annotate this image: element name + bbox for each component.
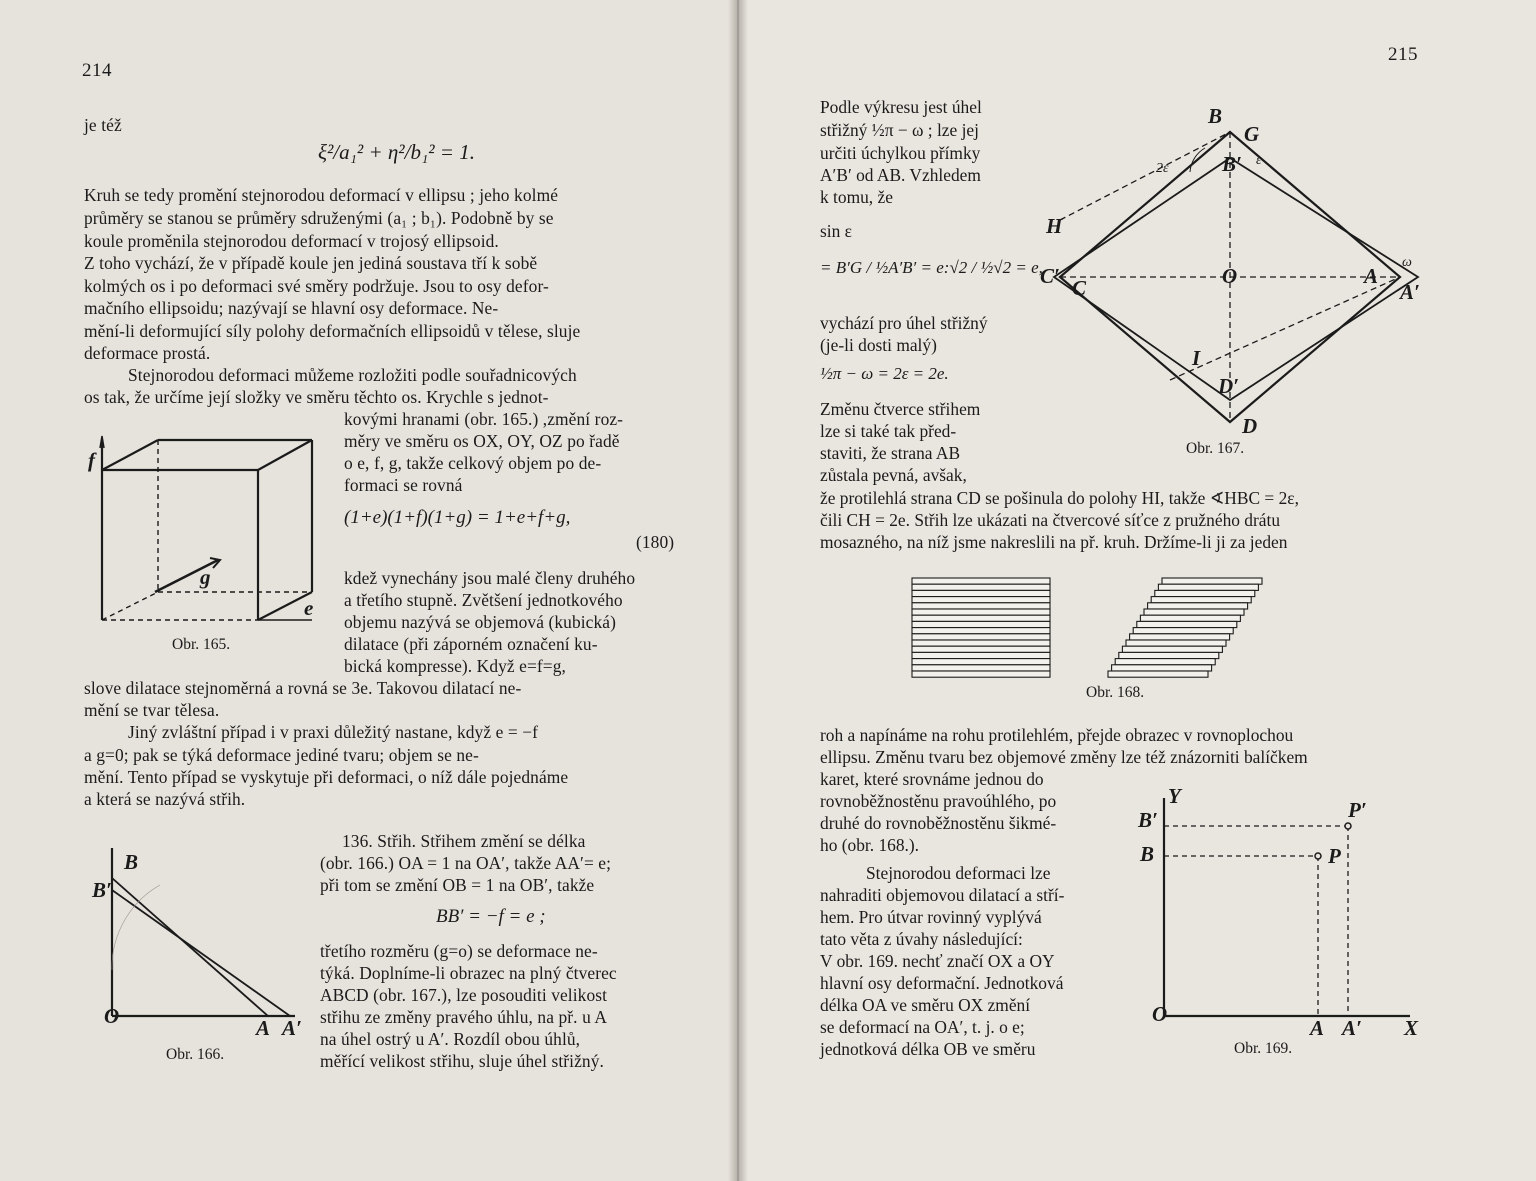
card <box>912 590 1050 596</box>
figure-caption: Obr. 169. <box>1234 1040 1293 1057</box>
text-line: při tom se změní OB = 1 na OB′, takže <box>320 875 595 895</box>
card <box>1158 584 1258 590</box>
card-deck-diagram <box>906 574 1226 684</box>
card <box>912 609 1050 615</box>
label-B: B <box>1208 104 1223 128</box>
label-f: f <box>88 448 95 472</box>
card <box>912 665 1050 671</box>
label-H: H <box>1046 214 1063 238</box>
text-line: jednotková délka OB ve směru <box>820 1039 1036 1059</box>
text-line: nahraditi objemovou dilatací a stří- <box>820 885 1065 905</box>
text-line: že protilehlá strana CD se pošinula do polohy HI, takže ∢HBC = 2ε, <box>820 488 1299 508</box>
card <box>1148 603 1248 609</box>
label-D-prime: D′ <box>1218 374 1240 398</box>
card <box>1112 665 1212 671</box>
text-line: třetího rozměru (g=o) se deformace ne- <box>320 941 598 961</box>
text-line: os tak, že určíme její složky ve směru těchto os. Krychle s jednot- <box>84 387 549 407</box>
label-D: D <box>1242 414 1258 438</box>
label-e: e <box>304 596 314 620</box>
card <box>1130 634 1230 640</box>
label-O: O <box>1152 1002 1168 1026</box>
text-line: kolmých os i po deformaci své směry podržuje. Jsou to osy defor- <box>84 276 549 296</box>
text-line: kdež vynechány jsou malé členy druhého <box>344 568 636 588</box>
text-line: lze si také tak před- <box>820 421 957 441</box>
label-2-epsilon: 2ε <box>1156 161 1169 176</box>
text-line: délka OA ve směru OX změní <box>820 995 1031 1015</box>
text-line: střihu ze změny pravého úhlu, na př. u A <box>320 1007 608 1027</box>
card <box>1126 640 1226 646</box>
intro-text: je též <box>84 115 122 135</box>
label-Y: Y <box>1168 784 1181 808</box>
sin-label: sin ε <box>820 221 852 241</box>
card <box>1155 590 1255 596</box>
card <box>1151 597 1251 603</box>
label-X: X <box>1404 1016 1419 1040</box>
text-line: Jiný zvláštní případ i v praxi důležitý nastane, když e = −f <box>128 722 539 742</box>
card <box>912 659 1050 665</box>
text-line: Kruh se tedy promění stejnorodou deformací v ellipsu ; jeho kolmé <box>84 185 559 205</box>
text-line: o e, f, g, takže celkový objem po de- <box>344 453 602 473</box>
card <box>912 621 1050 627</box>
card <box>912 584 1050 590</box>
card <box>1144 609 1244 615</box>
text-line: formaci se rovná <box>344 475 463 495</box>
label-P: P <box>1328 844 1341 868</box>
text-line: kovými hranami (obr. 165.) ,změní roz- <box>344 409 624 429</box>
text-line: týká. Doplníme-li obrazec na plný čtverec <box>320 963 617 983</box>
card <box>1122 646 1222 652</box>
text-line: zůstala pevná, avšak, <box>820 465 967 485</box>
text-line: deformace prostá. <box>84 343 211 363</box>
card <box>912 578 1050 584</box>
label-I: I <box>1192 346 1201 370</box>
card <box>912 671 1050 677</box>
label-B-prime: B′ <box>1138 808 1158 832</box>
text-line: koule proměnila stejnorodou deformací v trojosý ellipsoid. <box>84 231 499 251</box>
text-line: ho (obr. 168.). <box>820 835 920 855</box>
text-line: a která se nazývá střih. <box>84 789 246 809</box>
text-line: čili CH = 2e. Střih lze ukázati na čtvercové síťce z pružného drátu <box>820 510 1281 530</box>
label-O: O <box>104 1004 120 1028</box>
text-line: a třetího stupně. Zvětšení jednotkového <box>344 590 623 610</box>
text-line: měry ve směru os OX, OY, OZ po řadě <box>344 431 620 451</box>
text-line: se deformací na OA′, t. j. o e; <box>820 1017 1025 1037</box>
text-line: měřící velikost střihu, sluje úhel střižný. <box>320 1051 604 1071</box>
figure-caption: Obr. 165. <box>172 636 231 653</box>
text-line: k tomu, že <box>820 187 893 207</box>
text-line: objemu nazývá se objemová (kubická) <box>344 612 616 632</box>
text-line: na úhel ostrý u A′. Rozdíl obou úhlů, <box>320 1029 581 1049</box>
sin-equation: = B′G / ½A′B′ = e:√2 / ½√2 = e, <box>820 258 1043 277</box>
text-line: tato věta z úvahy následující: <box>820 929 1023 949</box>
text-line: Z toho vychází, že v případě koule jen jediná soustava tří k sobě <box>84 253 538 273</box>
label-B: B <box>124 850 139 874</box>
text-line: Změnu čtverce střihem <box>820 399 981 419</box>
card <box>912 628 1050 634</box>
text-line: ABCD (obr. 167.), lze posouditi velikost <box>320 985 608 1005</box>
angle-equation: ½π − ω = 2ε = 2e. <box>820 364 949 383</box>
label-C: C <box>1072 276 1087 300</box>
text-line: a g=0; pak se týká deformace jediné tvaru; objem se ne- <box>84 745 479 765</box>
label-B-prime: B′ <box>92 878 112 902</box>
ellipse-equation: ξ²/a₁² + η²/b₁² = 1. <box>318 140 475 164</box>
text-line: mačního ellipsoidu; nazývají se hlavní osy deformace. Ne- <box>84 298 499 318</box>
text-line: roh a napínáme na rohu protilehlém, přejde obrazec v rovnoplochou <box>820 725 1294 745</box>
card <box>912 646 1050 652</box>
card <box>912 640 1050 646</box>
figure-caption: Obr. 168. <box>1086 684 1145 701</box>
section-heading: 136. Střih. Střihem změní se délka <box>342 831 586 851</box>
page-number-right: 215 <box>1388 44 1418 65</box>
text-line: bická kompresse). Když e=f=g, <box>344 656 566 676</box>
label-A: A <box>256 1016 271 1040</box>
label-O: O <box>1222 264 1238 288</box>
label-G: G <box>1244 122 1260 146</box>
label-omega: ω <box>1402 255 1412 270</box>
card <box>1108 671 1208 677</box>
label-A-prime: A′ <box>282 1016 302 1040</box>
card <box>912 634 1050 640</box>
equation-bb: BB′ = −f = e ; <box>436 906 546 927</box>
text-line: V obr. 169. nechť značí OX a OY <box>820 951 1055 971</box>
card <box>1140 615 1240 621</box>
card <box>912 615 1050 621</box>
text-line: A′B′ od AB. Vzhledem <box>820 165 981 185</box>
text-line: dilatace (při záporném označení ku- <box>344 634 598 654</box>
text-line: určiti úchylkou přímky <box>820 143 981 163</box>
card <box>912 652 1050 658</box>
text-line: slove dilatace stejnoměrná a rovná se 3e. Takovou dilatací ne- <box>84 678 522 698</box>
text-line: (je-li dosti malý) <box>820 335 937 355</box>
card <box>912 597 1050 603</box>
card <box>1133 628 1233 634</box>
label-A: A <box>1310 1016 1325 1040</box>
text-line: (obr. 166.) OA = 1 na OA′, takže AA′= e; <box>320 853 612 873</box>
cube-diagram <box>80 430 340 640</box>
label-A: A <box>1364 264 1379 288</box>
label-g: g <box>200 565 211 589</box>
text-line: staviti, že strana AB <box>820 443 961 463</box>
text-line: druhé do rovnoběžnostěnu šikmé- <box>820 813 1057 833</box>
figure-caption: Obr. 166. <box>166 1046 225 1063</box>
label-A-prime: A′ <box>1400 280 1420 304</box>
text-line: Stejnorodou deformaci můžeme rozložiti podle souřadnicových <box>128 365 577 385</box>
book-gutter <box>728 0 748 1181</box>
page-number-left: 214 <box>82 60 112 81</box>
text-line: mění. Tento případ se vyskytuje při deformaci, o níž dále pojednáme <box>84 767 569 787</box>
card <box>912 603 1050 609</box>
card <box>1115 659 1215 665</box>
text-line: karet, které srovnáme jednou do <box>820 769 1044 789</box>
text-line: mění se tvar tělesa. <box>84 700 220 720</box>
equation-number: (180) <box>636 532 675 552</box>
label-C-prime: C′ <box>1040 264 1060 288</box>
text-line: ellipsu. Změnu tvaru bez objemové změny lze též znázorniti balíčkem <box>820 747 1308 767</box>
label-B-prime: B′ <box>1222 152 1242 176</box>
text-line: rovnoběžnostěnu pravoúhlého, po <box>820 791 1057 811</box>
card <box>1162 578 1262 584</box>
text-line: vychází pro úhel střižný <box>820 313 988 333</box>
text-line: střižný ½π − ω ; lze jej <box>820 120 979 140</box>
text-line: hlavní osy deformační. Jednotková <box>820 973 1064 993</box>
card <box>1137 621 1237 627</box>
text-line: průměry se stanou se průměry sdruženými (a₁ ; b₁). Podobně by se <box>84 208 554 228</box>
text-line: hem. Pro útvar rovinný vyplývá <box>820 907 1042 927</box>
axes-diagram <box>1150 790 1420 1030</box>
label-B: B <box>1140 842 1155 866</box>
label-A-prime: A′ <box>1342 1016 1362 1040</box>
text-line: mění-li deformující síly polohy deformačních ellipsoidů v tělese, sluje <box>84 321 581 341</box>
card <box>1119 652 1219 658</box>
label-P-prime: P′ <box>1348 798 1367 822</box>
text-line: mosazného, na níž jsme nakreslili na př. kruh. Držíme-li ji za jeden <box>820 532 1288 552</box>
text-line: Podle výkresu jest úhel <box>820 97 982 117</box>
label-epsilon: ε <box>1256 153 1262 168</box>
text-line: Stejnorodou deformaci lze <box>866 863 1051 883</box>
figure-caption: Obr. 167. <box>1186 440 1245 457</box>
equation-180: (1+e)(1+f)(1+g) = 1+e+f+g, <box>344 507 571 528</box>
